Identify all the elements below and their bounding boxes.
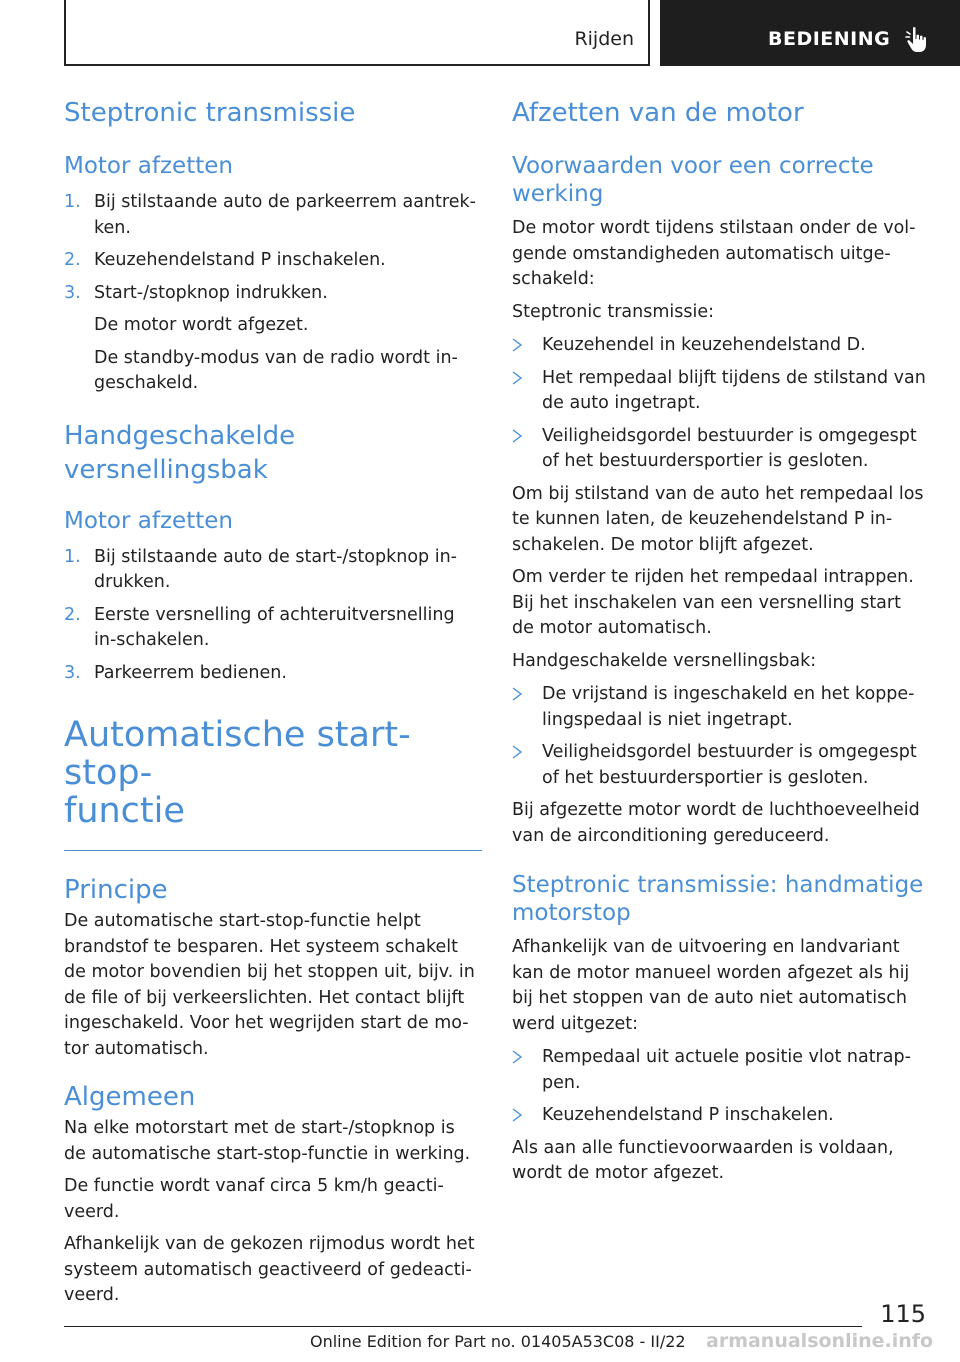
list-item: Veiligheidsgordel bestuurder is omgegespt of het bestuurdersportier is gesloten.: [512, 740, 928, 791]
header-chapter-box: [660, 0, 960, 66]
footer-edition: Online Edition for Part no. 01405A53C08 - II/22: [310, 1332, 686, 1351]
watermark: armanualsonline.info: [706, 1330, 934, 1352]
header-section-label: Rijden: [574, 28, 634, 50]
section-title-steptronic: Steptronic transmissie: [64, 98, 356, 128]
steptronic-label: Steptronic transmissie:: [512, 301, 715, 322]
step-note: De motor wordt afgezet.: [94, 315, 309, 335]
triangle-bullet-icon: [512, 429, 522, 443]
step-note: De standby-modus van de radio wordt in-geschakeld.: [94, 347, 458, 393]
algemeen-para: Afhankelijk van de gekozen rijmodus wordt het systeem automatisch geactiveerd of gedeacti-veerd.: [64, 1234, 475, 1305]
triangle-bullet-icon: [512, 687, 522, 701]
heading-algemeen: Algemeen: [64, 1082, 196, 1112]
triangle-bullet-icon: [512, 745, 522, 759]
triangle-bullet-icon: [512, 1108, 522, 1122]
subheading-motor-afzetten-2: Motor afzetten: [64, 507, 233, 534]
closing-para: Als aan alle functievoorwaarden is voldaan, wordt de motor afgezet.: [512, 1137, 894, 1183]
hand-pointer-icon: [904, 26, 930, 54]
steps-list-1: [64, 190, 482, 397]
page-number: 115: [880, 1300, 926, 1328]
list-item: 3. Start-/stopknop indrukken.: [64, 282, 328, 303]
list-item: 2. Eerste versnelling of achteruitversnelling in-schakelen.: [64, 604, 455, 650]
body-para: Om bij stilstand van de auto het rempedaal los te kunnen laten, de keuzehendelstand P in-schakelen. De motor blijft afgezet.: [512, 483, 924, 555]
list-item: Keuzehendel in keuzehendelstand D.: [512, 333, 928, 359]
right-column: [512, 96, 928, 1187]
intro-text: De motor wordt tijdens stilstaan onder de vol-gende omstandigheden automatisch uitge-schakeld:: [512, 218, 916, 289]
manual-label: Handgeschakelde versnellingsbak:: [512, 650, 817, 671]
triangle-bullet-icon: [512, 1050, 522, 1064]
list-item: Rempedaal uit actuele positie vlot natrap-pen.: [512, 1045, 928, 1096]
triangle-bullet-icon: [512, 338, 522, 352]
subheading-motor-afzetten-1: Motor afzetten: [64, 153, 233, 179]
chapter-divider: [64, 850, 482, 851]
heading-principe: Principe: [64, 875, 168, 905]
list-item: Het rempedaal blijft tijdens de stilstand van de auto ingetrapt.: [512, 366, 928, 417]
list-item: Keuzehendelstand P inschakelen.: [512, 1103, 928, 1129]
steps-list-2: [64, 545, 482, 687]
header-chapter-label: BEDIENING: [768, 28, 891, 50]
list-item: De vrijstand is ingeschakeld en het koppe-lingspedaal is niet ingetrapt.: [512, 682, 928, 733]
header-section-box: [64, 0, 650, 66]
body-para: Afhankelijk van de uitvoering en landvariant kan de motor manueel worden afgezet als hij bij het stoppen van de auto niet automatisch werd uitgezet:: [512, 937, 910, 1034]
list-item: 3. Parkeerrem bedienen.: [64, 662, 287, 683]
section-title-handgeschakeld: Handgeschakelde versnellingsbak: [64, 420, 296, 485]
list-item: 1. Bij stilstaande auto de start-/stopknop in-drukken.: [64, 546, 457, 592]
list-item: 1. Bij stilstaande auto de parkeerrem aantrek-ken.: [64, 192, 476, 238]
section-title-afzetten: Afzetten van de motor: [512, 98, 804, 128]
list-item: Veiligheidsgordel bestuurder is omgegespt of het bestuurdersportier is gesloten.: [512, 424, 928, 475]
body-para: Bij afgezette motor wordt de luchthoeveelheid van de airconditioning gereduceerd.: [512, 800, 920, 846]
triangle-bullet-icon: [512, 371, 522, 385]
principe-text: De automatische start-stop-functie helpt brandstof te besparen. Het systeem schakelt de motor bovendien bij het stoppen uit, bijv. in de file of bij verkeerslichten. Het contact blijft ingeschakeld. Voor het wegrijden start de mo-tor automatisch.: [64, 911, 475, 1059]
body-para: Om verder te rijden het rempedaal intrappen. Bij het inschakelen van een versnelling start de motor automatisch.: [512, 567, 914, 638]
algemeen-para: De functie wordt vanaf circa 5 km/h geacti-veerd.: [64, 1176, 444, 1222]
list-item: 2. Keuzehendelstand P inschakelen.: [64, 250, 386, 270]
left-column: [64, 96, 482, 1309]
footer-divider: [64, 1326, 862, 1327]
subheading-voorwaarden: Voorwaarden voor een correcte werking: [512, 153, 874, 207]
algemeen-para: Na elke motorstart met de start-/stopknop is de automatische start-stop-functie in werking.: [64, 1118, 471, 1164]
subheading-handmatige-motorstop: Steptronic transmissie: handmatige motorstop: [512, 872, 924, 926]
chapter-title-start-stop: Automatische start-stop- functie: [64, 715, 411, 831]
